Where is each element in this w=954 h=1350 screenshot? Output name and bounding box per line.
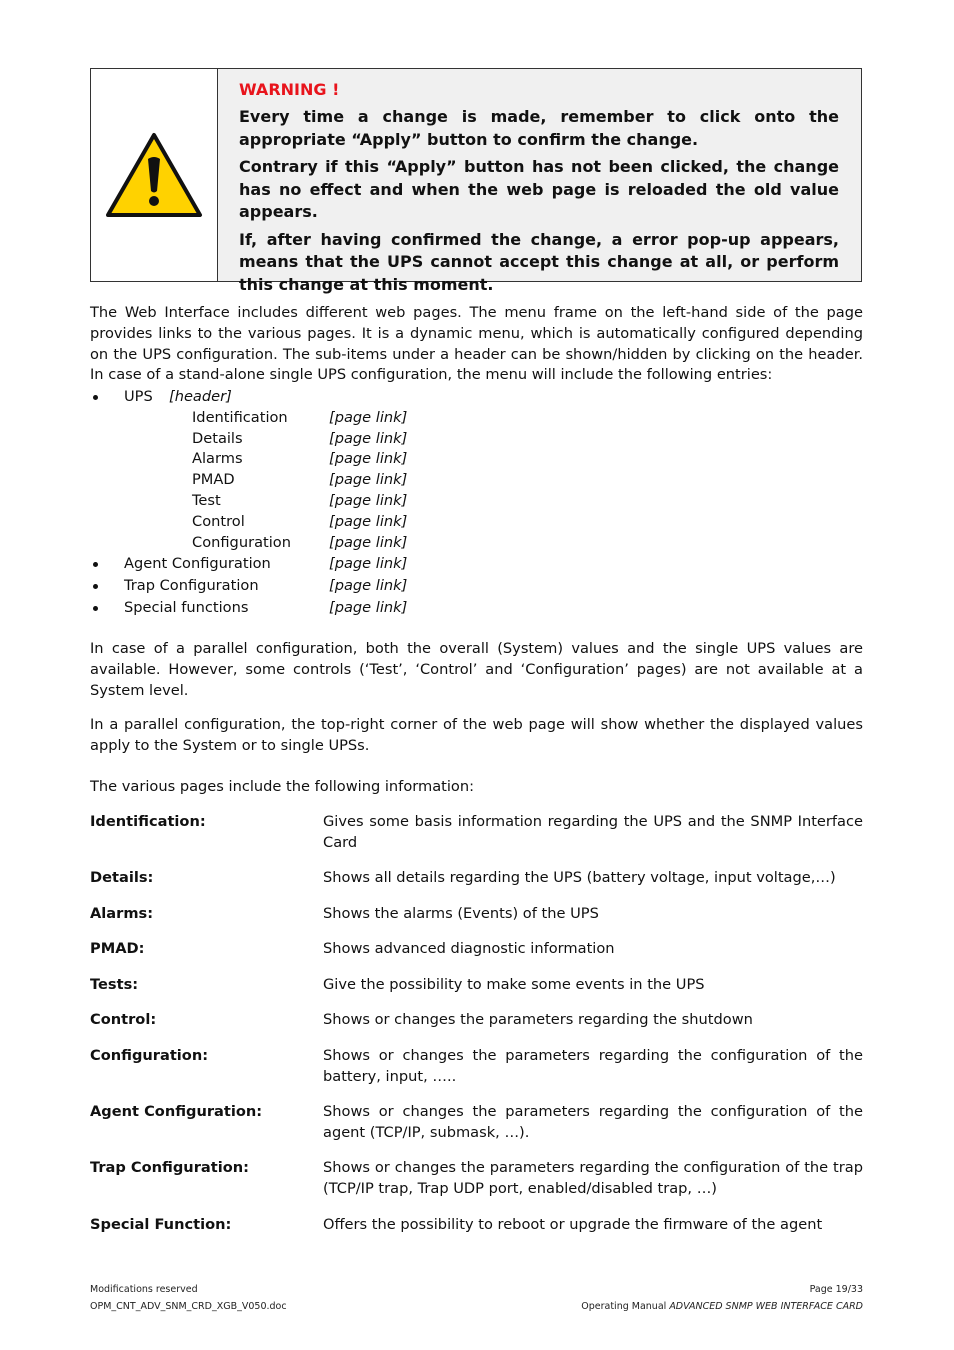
bullet-icon (93, 584, 98, 589)
definition-description: Shows all details regarding the UPS (battery voltage, input voltage,…) (323, 869, 836, 886)
parallel-paragraph: In a parallel configuration, the top-right corner of the web page will show whether the displayed values apply to the System or to single UPSs. (90, 716, 863, 754)
list-item: Configuration [page link] (192, 533, 408, 551)
definition-description: Shows the alarms (Events) of the UPS (323, 905, 599, 922)
warning-paragraph: Every time a change is made, remember to click onto the appropriate “Apply” button to confirm the change. (239, 107, 839, 149)
warning-text (218, 69, 861, 294)
definition-term: Details: (90, 869, 154, 886)
list-item: Alarms [page link] (192, 450, 408, 468)
warning-paragraph: If, after having confirmed the change, a error pop-up appears, means that the UPS cannot accept this change at all, or perform this change at this moment. (239, 229, 839, 294)
bullet-icon (93, 606, 98, 611)
definition-term: Agent Configuration: (90, 1103, 263, 1120)
list-item: Identification [page link] (192, 408, 408, 426)
definition-term: Special Function: (90, 1216, 232, 1233)
definition-description: Gives some basis information regarding the UPS and the SNMP Interface Card (323, 813, 863, 851)
bullet-icon (93, 562, 98, 567)
list-item: Trap Configuration [page link] (90, 576, 590, 597)
warning-title: WARNING ! (239, 80, 340, 99)
definition-description: Shows or changes the parameters regarding the configuration of the battery, input, ….. (323, 1047, 863, 1085)
pages-intro: The various pages include the following information: (90, 778, 475, 795)
definition-description: Shows or changes the parameters regarding the configuration of the agent (TCP/IP, submask, …). (323, 1103, 863, 1141)
warning-icon-cell (91, 69, 218, 281)
definition-term: Trap Configuration: (90, 1159, 249, 1176)
parallel-paragraph: In case of a parallel configuration, both the overall (System) values and the single UPS values are available. However, some controls (‘Test’, ‘Control’ and ‘Configuration’ pages) are not available at a System level. (90, 640, 863, 699)
intro-paragraph: The Web Interface includes different web pages. The menu frame on the left-hand side of the page provides links to the various pages. It is a dynamic menu, which is automatically configured depending on the UPS configuration. The sub-items under a header can be shown/hidden by clicking on the header. In case of a stand-alone single UPS configuration, the menu will include the following entries: (90, 304, 863, 384)
definition-term: Identification: (90, 813, 206, 830)
definition-description: Offers the possibility to reboot or upgrade the firmware of the agent (323, 1216, 823, 1233)
footer-manual-title: Operating Manual ADVANCED SNMP WEB INTERFACE CARD (581, 1301, 863, 1312)
definition-term: Configuration: (90, 1047, 209, 1064)
list-item: UPS [header] (90, 387, 590, 408)
warning-triangle-icon (105, 131, 203, 219)
definition-term: PMAD: (90, 940, 145, 957)
list-item: Agent Configuration [page link] (90, 554, 590, 575)
menu-entries-list (90, 387, 590, 619)
footer-filename: OPM_CNT_ADV_SNM_CRD_XGB_V050.doc (90, 1301, 287, 1312)
definition-description: Shows or changes the parameters regarding the configuration of the trap (TCP/IP trap, Trap UDP port, enabled/disabled trap, …) (323, 1159, 863, 1197)
definition-description: Shows advanced diagnostic information (323, 940, 615, 957)
warning-paragraph: Contrary if this “Apply” button has not been clicked, the change has no effect and when the web page is reloaded the old value appears. (239, 157, 839, 221)
bullet-icon (93, 395, 98, 400)
definition-term: Tests: (90, 976, 139, 993)
list-item: Test [page link] (192, 491, 408, 509)
list-item: Details [page link] (192, 429, 408, 447)
footer-right (581, 1283, 863, 1314)
footer-left (90, 1283, 287, 1314)
footer-note: Modifications reserved (90, 1284, 198, 1295)
list-item: Special functions [page link] (90, 598, 590, 619)
definition-term: Control: (90, 1011, 157, 1028)
definition-term: Alarms: (90, 905, 154, 922)
page-number: Page 19/33 (809, 1284, 863, 1295)
warning-box (90, 68, 862, 294)
list-item: PMAD [page link] (192, 471, 408, 489)
definition-description: Shows or changes the parameters regarding the shutdown (323, 1011, 753, 1028)
definition-description: Give the possibility to make some events in the UPS (323, 976, 705, 993)
list-item: Control [page link] (192, 512, 408, 530)
